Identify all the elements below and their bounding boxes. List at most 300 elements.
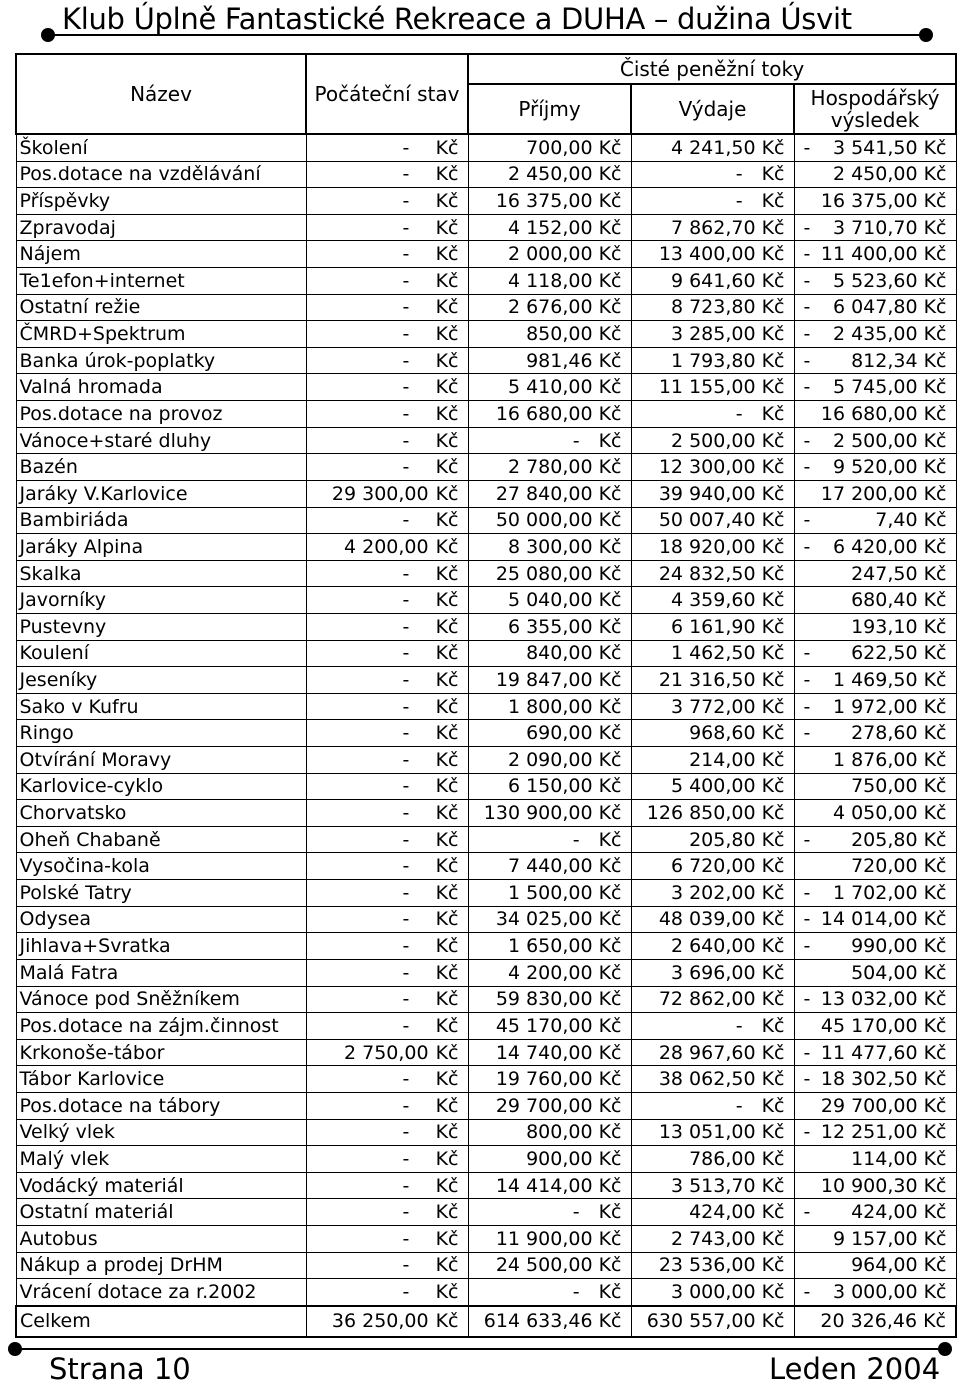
row-income — [468, 1146, 631, 1173]
table-row — [16, 188, 956, 215]
row-expense — [631, 1066, 794, 1093]
amount-value: 14 414,00 Kč — [495, 1174, 622, 1197]
amount-value: 14 014,00 Kč — [820, 908, 947, 931]
opening-currency: Kč — [435, 1121, 459, 1144]
amount-value: 4 359,60 Kč — [670, 589, 785, 612]
row-opening — [306, 1172, 468, 1199]
row-opening — [306, 826, 468, 853]
header-expense: Výdaje — [631, 84, 794, 134]
row-expense — [631, 480, 794, 507]
row-expense — [631, 906, 794, 933]
row-opening — [306, 1306, 468, 1337]
row-name: Polské Tatry — [16, 880, 306, 907]
negative-sign: - — [803, 1041, 811, 1064]
row-opening — [306, 880, 468, 907]
amount-value: 8 300,00 Kč — [507, 535, 622, 558]
row-name: Tábor Karlovice — [16, 1066, 306, 1093]
amount-value: 14 740,00 Kč — [495, 1041, 622, 1064]
table-row — [16, 374, 956, 401]
row-income — [468, 1119, 631, 1146]
amount-value: 16 680,00 Kč — [495, 402, 622, 425]
row-opening — [306, 613, 468, 640]
row-income — [468, 613, 631, 640]
opening-value: - — [402, 163, 410, 186]
amount-value: 21 316,50 Kč — [658, 668, 785, 691]
amount-value: 850,00 Kč — [526, 323, 622, 346]
row-result — [794, 321, 956, 348]
opening-value: - — [402, 615, 410, 638]
row-name: Ostatní režie — [16, 294, 306, 321]
header-name: Název — [16, 54, 306, 134]
amount-value: 964,00 Kč — [851, 1254, 947, 1277]
amount-value: 5 523,60 Kč — [832, 269, 947, 292]
row-result — [794, 1013, 956, 1040]
amount-value: 13 032,00 Kč — [820, 988, 947, 1011]
amount-value: 800,00 Kč — [526, 1121, 622, 1144]
row-expense — [631, 1306, 794, 1337]
row-expense — [631, 587, 794, 614]
row-name: Jaráky Alpina — [16, 534, 306, 561]
row-name: Otvírání Moravy — [16, 747, 306, 774]
row-result — [794, 1279, 956, 1306]
row-name: Vánoce+staré dluhy — [16, 427, 306, 454]
amount-value: 424,00 Kč — [689, 1201, 785, 1224]
negative-sign: - — [803, 535, 811, 558]
opening-value: 29 300,00 — [331, 482, 429, 505]
amount-value: 114,00 Kč — [851, 1147, 947, 1170]
amount-value: 424,00 Kč — [851, 1201, 947, 1224]
row-result — [794, 720, 956, 747]
table-row — [16, 587, 956, 614]
row-result — [794, 906, 956, 933]
amount-value: 45 170,00 Kč — [820, 1014, 947, 1037]
table-body — [16, 134, 956, 1337]
amount-value: 4 241,50 Kč — [670, 136, 785, 159]
opening-value: - — [402, 190, 410, 213]
amount-value: 4 152,00 Kč — [507, 216, 622, 239]
opening-currency: Kč — [435, 589, 459, 612]
row-expense — [631, 1172, 794, 1199]
amount-value: 840,00 Kč — [526, 642, 622, 665]
opening-value: - — [402, 429, 410, 452]
table-row — [16, 1119, 956, 1146]
row-result — [794, 1225, 956, 1252]
amount-value: 50 007,40 Kč — [658, 509, 785, 532]
opening-value: - — [402, 1254, 410, 1277]
amount-value: 28 967,60 Kč — [658, 1041, 785, 1064]
opening-value: - — [402, 243, 410, 266]
row-result — [794, 1119, 956, 1146]
amount-value: - Kč — [735, 1014, 785, 1037]
amount-value: 13 051,00 Kč — [658, 1121, 785, 1144]
opening-value: 2 750,00 — [343, 1041, 429, 1064]
row-result — [794, 986, 956, 1013]
amount-value: 6 355,00 Kč — [507, 615, 622, 638]
amount-value: 6 720,00 Kč — [670, 855, 785, 878]
opening-currency: Kč — [435, 402, 459, 425]
opening-value: - — [402, 855, 410, 878]
row-opening — [306, 321, 468, 348]
opening-currency: Kč — [435, 509, 459, 532]
amount-value: 1 500,00 Kč — [507, 881, 622, 904]
amount-value: 750,00 Kč — [851, 775, 947, 798]
opening-value: - — [402, 668, 410, 691]
amount-value: 1 972,00 Kč — [832, 695, 947, 718]
row-result — [794, 427, 956, 454]
opening-value: - — [402, 376, 410, 399]
row-expense — [631, 374, 794, 401]
negative-sign: - — [803, 243, 811, 266]
opening-currency: Kč — [435, 1147, 459, 1170]
amount-value: 3 513,70 Kč — [670, 1174, 785, 1197]
row-income — [468, 587, 631, 614]
cash-flow-table — [15, 53, 957, 1338]
row-income — [468, 1066, 631, 1093]
row-income — [468, 906, 631, 933]
negative-sign: - — [803, 136, 811, 159]
row-expense — [631, 214, 794, 241]
opening-currency: Kč — [435, 376, 459, 399]
amount-value: 19 847,00 Kč — [495, 668, 622, 691]
row-result — [794, 401, 956, 428]
opening-value: - — [402, 216, 410, 239]
amount-value: 2 000,00 Kč — [507, 243, 622, 266]
row-expense — [631, 1119, 794, 1146]
amount-value: 18 302,50 Kč — [820, 1068, 947, 1091]
amount-value: 16 375,00 Kč — [820, 190, 947, 213]
row-income — [468, 693, 631, 720]
row-expense — [631, 134, 794, 161]
amount-value: 2 500,00 Kč — [670, 429, 785, 452]
table-row — [16, 1092, 956, 1119]
amount-value: 19 760,00 Kč — [495, 1068, 622, 1091]
row-income — [468, 959, 631, 986]
negative-sign: - — [803, 668, 811, 691]
row-expense — [631, 747, 794, 774]
row-expense — [631, 1199, 794, 1226]
amount-value: 2 450,00 Kč — [832, 163, 947, 186]
row-name: Skalka — [16, 560, 306, 587]
row-result — [794, 1066, 956, 1093]
row-result — [794, 374, 956, 401]
row-name: Ostatní materiál — [16, 1199, 306, 1226]
amount-value: 2 676,00 Kč — [507, 296, 622, 319]
opening-value: - — [402, 748, 410, 771]
row-name: Pos.dotace na tábory — [16, 1092, 306, 1119]
row-opening — [306, 667, 468, 694]
amount-value: 700,00 Kč — [526, 136, 622, 159]
opening-value: - — [402, 1068, 410, 1091]
row-income — [468, 480, 631, 507]
row-expense — [631, 507, 794, 534]
amount-value: 16 680,00 Kč — [820, 402, 947, 425]
row-name: Školení — [16, 134, 306, 161]
amount-value: 12 251,00 Kč — [820, 1121, 947, 1144]
opening-value: - — [402, 269, 410, 292]
opening-currency: Kč — [435, 1310, 459, 1333]
amount-value: 630 557,00 Kč — [646, 1310, 785, 1333]
amount-value: 3 000,00 Kč — [670, 1281, 785, 1303]
amount-value: 614 633,46 Kč — [483, 1310, 622, 1333]
row-opening — [306, 1013, 468, 1040]
amount-value: 24 832,50 Kč — [658, 562, 785, 585]
row-result — [794, 773, 956, 800]
row-name: Koulení — [16, 640, 306, 667]
amount-value: 5 745,00 Kč — [832, 376, 947, 399]
opening-currency: Kč — [435, 136, 459, 159]
row-name: Bazén — [16, 454, 306, 481]
opening-value: - — [402, 509, 410, 532]
amount-value: 205,80 Kč — [689, 828, 785, 851]
amount-value: 786,00 Kč — [689, 1147, 785, 1170]
amount-value: 3 710,70 Kč — [832, 216, 947, 239]
amount-value: 2 090,00 Kč — [507, 748, 622, 771]
amount-value: 13 400,00 Kč — [658, 243, 785, 266]
table-row — [16, 1225, 956, 1252]
table-row — [16, 880, 956, 907]
amount-value: 6 161,90 Kč — [670, 615, 785, 638]
amount-value: 18 920,00 Kč — [658, 535, 785, 558]
opening-currency: Kč — [435, 1041, 459, 1064]
row-result — [794, 454, 956, 481]
opening-currency: Kč — [435, 615, 459, 638]
header-result: Hospodářský výsledek — [794, 84, 956, 134]
row-opening — [306, 1225, 468, 1252]
opening-value: - — [402, 1201, 410, 1224]
opening-currency: Kč — [435, 562, 459, 585]
amount-value: 6 150,00 Kč — [507, 775, 622, 798]
row-income — [468, 880, 631, 907]
row-income — [468, 853, 631, 880]
opening-value: - — [402, 1121, 410, 1144]
amount-value: 2 743,00 Kč — [670, 1227, 785, 1250]
table-row — [16, 161, 956, 188]
row-expense — [631, 1039, 794, 1066]
amount-value: 981,46 Kč — [526, 349, 622, 372]
table-row — [16, 454, 956, 481]
table-row — [16, 986, 956, 1013]
amount-value: - Kč — [572, 1281, 622, 1303]
row-name: Sako v Kufru — [16, 693, 306, 720]
opening-currency: Kč — [435, 881, 459, 904]
header-rule-right-dot — [919, 28, 933, 42]
opening-currency: Kč — [435, 802, 459, 825]
row-expense — [631, 640, 794, 667]
amount-value: 27 840,00 Kč — [495, 482, 622, 505]
row-income — [468, 1225, 631, 1252]
amount-value: 690,00 Kč — [526, 722, 622, 745]
opening-currency: Kč — [435, 190, 459, 213]
row-income — [468, 161, 631, 188]
page-number: Strana 10 — [49, 1352, 191, 1386]
row-income — [468, 401, 631, 428]
opening-currency: Kč — [435, 1068, 459, 1091]
table-row — [16, 1013, 956, 1040]
row-result — [794, 294, 956, 321]
opening-currency: Kč — [435, 482, 459, 505]
row-opening — [306, 268, 468, 295]
amount-value: 29 700,00 Kč — [495, 1094, 622, 1117]
table-row — [16, 747, 956, 774]
amount-value: 2 500,00 Kč — [832, 429, 947, 452]
row-expense — [631, 959, 794, 986]
negative-sign: - — [803, 376, 811, 399]
opening-value: 4 200,00 — [343, 535, 429, 558]
row-income — [468, 1252, 631, 1279]
amount-value: 3 000,00 Kč — [832, 1281, 947, 1303]
opening-value: - — [402, 988, 410, 1011]
opening-currency: Kč — [435, 163, 459, 186]
opening-value: - — [402, 296, 410, 319]
row-income — [468, 560, 631, 587]
row-income — [468, 374, 631, 401]
amount-value: 193,10 Kč — [851, 615, 947, 638]
row-name: Nájem — [16, 241, 306, 268]
negative-sign: - — [803, 935, 811, 958]
amount-value: 7 440,00 Kč — [507, 855, 622, 878]
negative-sign: - — [803, 1121, 811, 1144]
opening-currency: Kč — [435, 722, 459, 745]
row-expense — [631, 853, 794, 880]
table-row — [16, 667, 956, 694]
amount-value: 1 650,00 Kč — [507, 935, 622, 958]
opening-value: - — [402, 881, 410, 904]
row-name: Celkem — [16, 1306, 306, 1337]
opening-value: - — [402, 908, 410, 931]
opening-currency: Kč — [435, 1174, 459, 1197]
opening-value: - — [402, 1094, 410, 1117]
opening-currency: Kč — [435, 748, 459, 771]
opening-value: - — [402, 961, 410, 984]
row-opening — [306, 853, 468, 880]
amount-value: 6 420,00 Kč — [832, 535, 947, 558]
amount-value: 2 435,00 Kč — [832, 323, 947, 346]
amount-value: 680,40 Kč — [851, 589, 947, 612]
amount-value: 38 062,50 Kč — [658, 1068, 785, 1091]
row-income — [468, 1172, 631, 1199]
row-income — [468, 933, 631, 960]
table-row — [16, 134, 956, 161]
opening-currency: Kč — [435, 216, 459, 239]
row-result — [794, 347, 956, 374]
row-income — [468, 640, 631, 667]
table-row — [16, 1039, 956, 1066]
opening-value: - — [402, 323, 410, 346]
amount-value: 278,60 Kč — [851, 722, 947, 745]
amount-value: 17 200,00 Kč — [820, 482, 947, 505]
opening-value: - — [402, 1014, 410, 1037]
row-expense — [631, 693, 794, 720]
row-name: Pos.dotace na zájm.činnost — [16, 1013, 306, 1040]
negative-sign: - — [803, 269, 811, 292]
row-opening — [306, 161, 468, 188]
row-expense — [631, 1146, 794, 1173]
amount-value: 23 536,00 Kč — [658, 1254, 785, 1277]
amount-value: 29 700,00 Kč — [820, 1094, 947, 1117]
amount-value: - Kč — [572, 828, 622, 851]
row-result — [794, 640, 956, 667]
row-name: Malá Fatra — [16, 959, 306, 986]
row-name: Pos.dotace na vzdělávání — [16, 161, 306, 188]
row-opening — [306, 214, 468, 241]
table-row — [16, 773, 956, 800]
amount-value: 12 300,00 Kč — [658, 456, 785, 479]
header-opening: Počáteční stav — [306, 54, 468, 134]
opening-value: - — [402, 722, 410, 745]
opening-value: - — [402, 402, 410, 425]
row-name: Banka úrok-poplatky — [16, 347, 306, 374]
row-income — [468, 534, 631, 561]
table-row — [16, 268, 956, 295]
amount-value: 5 410,00 Kč — [507, 376, 622, 399]
opening-currency: Kč — [435, 668, 459, 691]
row-result — [794, 161, 956, 188]
opening-currency: Kč — [435, 988, 459, 1011]
table-row — [16, 1172, 956, 1199]
amount-value: - Kč — [735, 190, 785, 213]
row-opening — [306, 1279, 468, 1306]
table-row — [16, 427, 956, 454]
amount-value: 720,00 Kč — [851, 855, 947, 878]
row-opening — [306, 773, 468, 800]
amount-value: 214,00 Kč — [689, 748, 785, 771]
row-result — [794, 933, 956, 960]
row-name: Vrácení dotace za r.2002 — [16, 1279, 306, 1306]
row-expense — [631, 1225, 794, 1252]
table-row — [16, 613, 956, 640]
row-name: Zpravodaj — [16, 214, 306, 241]
row-name: Te1efon+internet — [16, 268, 306, 295]
row-opening — [306, 374, 468, 401]
row-name: Autobus — [16, 1225, 306, 1252]
opening-value: - — [402, 456, 410, 479]
opening-currency: Kč — [435, 269, 459, 292]
row-opening — [306, 1199, 468, 1226]
row-name: Karlovice-cyklo — [16, 773, 306, 800]
negative-sign: - — [803, 296, 811, 319]
negative-sign: - — [803, 722, 811, 745]
negative-sign: - — [803, 1068, 811, 1091]
opening-currency: Kč — [435, 695, 459, 718]
opening-value: - — [402, 775, 410, 798]
row-name: Pustevny — [16, 613, 306, 640]
row-expense — [631, 773, 794, 800]
row-expense — [631, 826, 794, 853]
opening-value: 36 250,00 — [331, 1310, 429, 1333]
table-row — [16, 1252, 956, 1279]
row-expense — [631, 613, 794, 640]
row-expense — [631, 560, 794, 587]
row-income — [468, 720, 631, 747]
negative-sign: - — [803, 429, 811, 452]
opening-currency: Kč — [435, 1201, 459, 1224]
row-result — [794, 560, 956, 587]
row-result — [794, 1306, 956, 1337]
row-income — [468, 454, 631, 481]
row-income — [468, 1092, 631, 1119]
table-row — [16, 800, 956, 827]
opening-currency: Kč — [435, 908, 459, 931]
row-opening — [306, 986, 468, 1013]
row-opening — [306, 800, 468, 827]
negative-sign: - — [803, 642, 811, 665]
amount-value: 4 050,00 Kč — [832, 802, 947, 825]
row-expense — [631, 321, 794, 348]
row-result — [794, 1092, 956, 1119]
opening-value: - — [402, 695, 410, 718]
negative-sign: - — [803, 349, 811, 372]
opening-value: - — [402, 642, 410, 665]
